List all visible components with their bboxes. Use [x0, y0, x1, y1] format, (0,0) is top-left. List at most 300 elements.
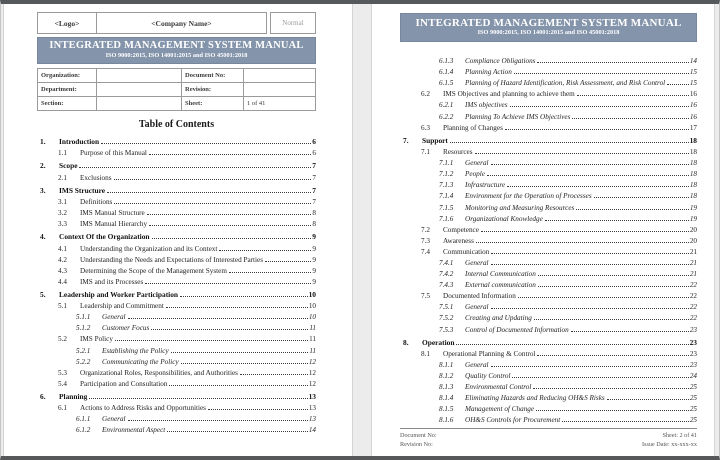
- toc-entry-2: [40, 159, 316, 170]
- toc-leader-dots: [229, 272, 311, 273]
- toc-leader-dots: [507, 186, 689, 187]
- toc-entry-page-number: 18: [689, 192, 697, 201]
- toc-entry-page-number: 16: [689, 112, 697, 121]
- toc-entry-number: 7.4.2: [439, 270, 454, 279]
- toc-entry-number: 6.2: [421, 90, 430, 99]
- logo-text: <Logo>: [54, 18, 80, 28]
- toc-entry-4-4: [40, 275, 316, 286]
- toc-entry-title: Planning: [59, 392, 88, 402]
- toc-entry-number: 6.: [40, 392, 46, 402]
- toc-entry-page-number: 6: [312, 149, 316, 158]
- toc-entry-page-number: 20: [689, 236, 697, 245]
- toc-entry-page-number: 22: [689, 281, 697, 290]
- toc-entry-page-number: 25: [689, 383, 697, 392]
- toc-entry-title: Determining the Scope of the Management System: [80, 266, 227, 275]
- toc-entry-number: 6.2.2: [439, 112, 454, 121]
- toc-leader-dots: [101, 143, 311, 144]
- toc-entry-title: Documented Information: [443, 292, 516, 301]
- toc-entry-5-1-1: [40, 310, 316, 321]
- toc-entry-page-number: 9: [312, 255, 316, 264]
- toc-leader-dots: [151, 329, 308, 330]
- toc-entry-7-5: [403, 289, 697, 300]
- toc-leader-dots: [537, 62, 688, 63]
- toc-leader-dots: [538, 286, 689, 287]
- toc-entry-title: Understanding the Needs and Expectations of Interested Parties: [80, 255, 264, 264]
- toc-entry-title: IMS and its Processes: [80, 277, 144, 286]
- toc-entry-page-number: 23: [689, 349, 697, 358]
- toc-entry-page-number: 23: [689, 337, 697, 347]
- section-label: Section:: [38, 97, 97, 111]
- toc-entry-title: Environmental Aspect: [102, 426, 166, 435]
- toc-entry-number: 1.: [40, 137, 46, 147]
- toc-entry-number: 3.1: [58, 197, 67, 206]
- footer-content: [400, 431, 697, 449]
- toc-entry-number: 7.4: [421, 247, 430, 256]
- toc-entry-title: Monitoring and Measuring Resources: [465, 203, 575, 212]
- toc-entry-number: 6.1.1: [76, 415, 91, 424]
- toc-entry-page-number: 13: [308, 392, 316, 402]
- toc-entry-page-number: 22: [689, 303, 697, 312]
- toc-entry-title: Planning To Achieve IMS Objectives: [465, 112, 571, 121]
- toc-entry-number: 8.1: [421, 349, 430, 358]
- toc-entry-number: 4.4: [58, 277, 67, 286]
- toc-entry-page-number: 13: [308, 404, 316, 413]
- toc-entry-number: 7.1.4: [439, 192, 454, 201]
- toc-entry-title: Leadership and Commitment: [80, 302, 164, 311]
- toc-entry-page-number: 25: [689, 405, 697, 414]
- toc-entry-number: 7.4.3: [439, 281, 454, 290]
- toc-entry-number: 6.1.3: [439, 57, 454, 66]
- toc-entry-number: 4.: [40, 232, 46, 242]
- toc-entry-page-number: 14: [308, 426, 316, 435]
- toc-entry-6-2-2: [403, 109, 697, 120]
- toc-entry-title: Planning Action: [465, 68, 512, 77]
- toc-entry-title: Eliminating Hazards and Reducing OH&S Risks: [465, 394, 605, 403]
- manual-title-banner: [400, 13, 697, 42]
- toc-entry-number: 7.3: [421, 236, 430, 245]
- toc-entry-7-1: [403, 145, 697, 156]
- toc-entry-8: [403, 336, 697, 347]
- toc-leader-dots: [537, 355, 688, 356]
- toc-leader-dots: [491, 264, 689, 265]
- toc-entry-title: Purpose of this Manual: [80, 149, 147, 158]
- toc-leader-dots: [114, 179, 312, 180]
- toc-entry-page-number: 14: [689, 57, 697, 66]
- sheet-value: 1 of 41: [243, 97, 315, 111]
- toc-entry-title: Participation and Consultation: [80, 379, 168, 388]
- toc-entry-title: People: [465, 170, 485, 179]
- toc-entry-number: 3.2: [58, 209, 67, 218]
- toc-entry-number: 5.1: [58, 302, 67, 311]
- toc-entry-7-3: [403, 234, 697, 245]
- toc-entry-number: 1.1: [58, 149, 67, 158]
- toc-entry-title: Communicating the Policy: [102, 357, 179, 366]
- toc-entry-7-1-4: [403, 189, 697, 200]
- footer-left-column: [400, 431, 437, 449]
- document-status-text: Normal: [282, 19, 304, 27]
- toc-entry-8-1-6: [403, 413, 697, 424]
- toc-entry-number: 7.5.1: [439, 303, 454, 312]
- toc-entry-title: Leadership and Worker Participation: [59, 290, 179, 300]
- toc-entry-6-1-1: [40, 412, 316, 423]
- toc-leader-dots: [208, 409, 308, 410]
- toc-entry-number: 7.4.1: [439, 258, 454, 267]
- toc-entry-5-1-2: [40, 321, 316, 332]
- page-footer: [400, 428, 697, 449]
- toc-entry-page-number: 18: [689, 181, 697, 190]
- toc-entry-page-number: 7: [312, 173, 316, 182]
- toc-leader-dots: [152, 238, 312, 239]
- toc-leader-dots: [476, 242, 689, 243]
- toc-entry-7-4-2: [403, 267, 697, 278]
- toc-entry-title: Compliance Obligations: [465, 57, 536, 66]
- toc-entry-number: 6.1.5: [439, 79, 454, 88]
- toc-leader-dots: [572, 118, 688, 119]
- toc-leader-dots: [128, 318, 308, 319]
- toc-leader-dots: [491, 308, 689, 309]
- toc-entry-title: IMS Structure: [59, 185, 106, 195]
- toc-entry-4-2: [40, 253, 316, 264]
- toc-entry-title: Organizational Roles, Responsibilities, and Authorities: [80, 368, 238, 377]
- toc-entry-page-number: 24: [689, 372, 697, 381]
- toc-entry-number: 7.: [403, 135, 409, 145]
- toc-entry-page-number: 12: [308, 379, 316, 388]
- toc-entry-page-number: 7: [312, 185, 316, 195]
- footer-sheet: Sheet: 2 of 41: [662, 432, 697, 439]
- toc-leader-dots: [145, 283, 311, 284]
- toc-entry-5-2-1: [40, 343, 316, 354]
- toc-leader-dots: [487, 175, 689, 176]
- toc-leader-dots: [89, 398, 307, 399]
- toc-leader-dots: [510, 106, 689, 107]
- toc-entry-page-number: 25: [689, 416, 697, 425]
- toc-entry-page-number: 10: [308, 313, 316, 322]
- table-row: [38, 69, 316, 83]
- toc-entry-page-number: 9: [312, 277, 316, 286]
- toc-leader-dots: [166, 307, 308, 308]
- document-page-1: [3, 4, 353, 456]
- toc-entry-4-1: [40, 241, 316, 252]
- toc-list-page-1: [37, 135, 316, 434]
- toc-entry-page-number: 18: [689, 170, 697, 179]
- toc-entry-number: 8.1.6: [439, 416, 454, 425]
- toc-entry-page-number: 12: [308, 357, 316, 366]
- revision-label: Revision:: [182, 83, 244, 97]
- toc-entry-6-1-3: [403, 54, 697, 65]
- toc-leader-dots: [571, 331, 689, 332]
- toc-entry-6-3: [403, 121, 697, 132]
- toc-leader-dots: [594, 197, 689, 198]
- toc-entry-number: 8.: [403, 337, 409, 347]
- toc-leader-dots: [491, 253, 688, 254]
- document-status-cell: [270, 12, 316, 34]
- toc-entry-title: External communication: [465, 281, 536, 290]
- toc-leader-dots: [576, 209, 688, 210]
- toc-leader-dots: [219, 250, 311, 251]
- section-value: [97, 97, 182, 111]
- toc-entry-1-1: [40, 146, 316, 157]
- toc-entry-page-number: 17: [689, 123, 697, 132]
- toc-leader-dots: [667, 84, 689, 85]
- toc-entry-page-number: 10: [308, 302, 316, 311]
- toc-entry-number: 5.: [40, 290, 46, 300]
- toc-entry-title: IMS Policy: [80, 335, 113, 344]
- toc-entry-title: Awareness: [443, 236, 474, 245]
- toc-entry-number: 8.1.5: [439, 405, 454, 414]
- toc-entry-title: Actions to Address Risks and Opportunities: [80, 404, 206, 413]
- footer-right-column: [642, 431, 697, 449]
- toc-entry-title: General: [465, 303, 489, 312]
- toc-entry-page-number: 18: [689, 148, 697, 157]
- toc-entry-6: [40, 390, 316, 401]
- toc-entry-5-2: [40, 332, 316, 343]
- toc-entry-7-1-5: [403, 200, 697, 211]
- toc-entry-6-1: [40, 401, 316, 412]
- toc-leader-dots: [577, 95, 689, 96]
- toc-entry-title: Communication: [443, 247, 490, 256]
- toc-entry-number: 4.3: [58, 266, 67, 275]
- toc-entry-number: 7.2: [421, 225, 430, 234]
- toc-leader-dots: [180, 296, 308, 297]
- toc-entry-title: Management of Change: [465, 405, 535, 414]
- toc-entry-8-1: [403, 347, 697, 358]
- toc-entry-title: Planning of Hazard Identification, Risk Assessment, and Risk Control: [465, 79, 666, 88]
- toc-entry-title: Definitions: [80, 197, 113, 206]
- toc-entry-page-number: 19: [689, 214, 697, 223]
- department-value: [97, 83, 182, 97]
- toc-entry-title: Operational Planning & Control: [443, 349, 536, 358]
- toc-entry-title: IMS Objectives and planning to achieve them: [443, 90, 575, 99]
- footer-issue-date: Issue Date: xx-xxx-xx: [642, 441, 697, 448]
- toc-entry-8-1-1: [403, 358, 697, 369]
- toc-entry-number: 2.1: [58, 173, 67, 182]
- toc-entry-number: 6.2.1: [439, 101, 454, 110]
- toc-entry-page-number: 7: [312, 161, 316, 171]
- toc-leader-dots: [79, 167, 311, 168]
- toc-entry-page-number: 8: [312, 209, 316, 218]
- toc-leader-dots: [181, 363, 308, 364]
- toc-leader-dots: [107, 192, 311, 193]
- toc-entry-8-1-2: [403, 369, 697, 380]
- toc-entry-title: IMS Manual Hierarchy: [80, 220, 148, 229]
- toc-entry-6-1-4: [403, 65, 697, 76]
- toc-entry-3-3: [40, 217, 316, 228]
- toc-entry-page-number: 21: [689, 247, 697, 256]
- toc-leader-dots: [169, 385, 307, 386]
- toc-entry-page-number: 19: [689, 203, 697, 212]
- toc-entry-number: 5.2.1: [76, 346, 91, 355]
- toc-entry-number: 6.3: [421, 123, 430, 132]
- toc-entry-page-number: 6: [312, 137, 316, 147]
- toc-entry-7: [403, 134, 697, 145]
- manual-title: INTEGRATED MANAGEMENT SYSTEM MANUAL: [415, 17, 682, 29]
- toc-entry-page-number: 8: [312, 220, 316, 229]
- toc-entry-title: Resources: [443, 148, 473, 157]
- toc-entry-number: 7.5.3: [439, 325, 454, 334]
- toc-entry-8-1-3: [403, 380, 697, 391]
- toc-entry-page-number: 16: [689, 101, 697, 110]
- toc-entry-number: 4.2: [58, 255, 67, 264]
- toc-entry-number: 3.3: [58, 220, 67, 229]
- toc-entry-number: 7.1.3: [439, 181, 454, 190]
- manual-title-banner: [37, 37, 316, 64]
- toc-leader-dots: [149, 225, 311, 226]
- toc-leader-dots: [456, 344, 688, 345]
- toc-entry-number: 4.1: [58, 244, 67, 253]
- toc-entry-7-1-2: [403, 167, 697, 178]
- toc-entry-page-number: 20: [689, 225, 697, 234]
- toc-entry-number: 8.1.3: [439, 383, 454, 392]
- toc-leader-dots: [491, 366, 689, 367]
- toc-leader-dots: [538, 275, 689, 276]
- toc-entry-number: 5.1.1: [76, 313, 91, 322]
- toc-leader-dots: [512, 377, 688, 378]
- table-row: [38, 83, 316, 97]
- toc-leader-dots: [607, 399, 689, 400]
- toc-entry-2-1: [40, 170, 316, 181]
- toc-heading: Table of Contents: [138, 119, 215, 130]
- toc-entry-page-number: 11: [309, 324, 316, 333]
- toc-entry-title: Context Of the Organization: [59, 232, 150, 242]
- toc-entry-6-1-2: [40, 423, 316, 434]
- toc-entry-page-number: 21: [689, 258, 697, 267]
- document-header-row: [37, 12, 316, 34]
- footer-document-no: Document No:: [400, 432, 437, 439]
- toc-entry-5-2-2: [40, 355, 316, 366]
- toc-entry-page-number: 15: [689, 79, 697, 88]
- toc-entry-title: General: [465, 159, 489, 168]
- toc-entry-number: 7.1.6: [439, 214, 454, 223]
- toc-entry-title: Infrastructure: [465, 181, 506, 190]
- toc-entry-7-1-6: [403, 212, 697, 223]
- toc-entry-page-number: 18: [689, 135, 697, 145]
- department-label: Department:: [38, 83, 97, 97]
- toc-entry-5: [40, 288, 316, 299]
- toc-entry-page-number: 23: [689, 361, 697, 369]
- toc-leader-dots: [534, 319, 689, 320]
- toc-entry-title: General: [465, 361, 489, 369]
- toc-entry-number: 7.1.2: [439, 170, 454, 179]
- toc-entry-page-number: 16: [689, 90, 697, 99]
- toc-entry-number: 5.1.2: [76, 324, 91, 333]
- toc-leader-dots: [491, 164, 689, 165]
- toc-leader-dots: [562, 421, 689, 422]
- toc-leader-dots: [545, 220, 689, 221]
- company-name-text: <Company Name>: [151, 18, 212, 28]
- toc-entry-title: IMS Manual Structure: [80, 209, 145, 218]
- sheet-label: Sheet:: [182, 97, 244, 111]
- toc-entry-page-number: 11: [309, 335, 316, 344]
- toc-entry-number: 8.1.4: [439, 394, 454, 403]
- toc-leader-dots: [240, 374, 308, 375]
- organization-value: [97, 69, 182, 83]
- toc-entry-title: Understanding the Organization and its Context: [80, 244, 218, 253]
- toc-entry-title: Introduction: [59, 137, 100, 147]
- toc-entry-1: [40, 135, 316, 146]
- page-gutter: [353, 4, 371, 456]
- toc-entry-number: 5.2: [58, 335, 67, 344]
- toc-entry-3: [40, 184, 316, 195]
- toc-entry-6-2-1: [403, 98, 697, 109]
- toc-entry-title: Scope: [59, 161, 78, 171]
- toc-entry-page-number: 22: [689, 314, 697, 323]
- toc-leader-dots: [518, 297, 689, 298]
- toc-leader-dots: [149, 154, 312, 155]
- toc-entry-6-1-5: [403, 76, 697, 87]
- toc-entry-number: 5.3: [58, 368, 67, 377]
- toc-entry-title: Customer Focus: [102, 324, 150, 333]
- toc-leader-dots: [475, 153, 689, 154]
- toc-entry-7-4: [403, 245, 697, 256]
- toc-entry-title: Control of Documented Information: [465, 325, 569, 334]
- document-no-value: [243, 69, 315, 83]
- toc-leader-dots: [505, 129, 689, 130]
- toc-entry-number: 5.2.2: [76, 357, 91, 366]
- toc-entry-7-5-3: [403, 322, 697, 333]
- toc-leader-dots: [115, 340, 308, 341]
- toc-leader-dots: [147, 214, 312, 215]
- document-no-label: Document No:: [182, 69, 244, 83]
- toc-entry-title: Environment for the Operation of Processes: [465, 192, 592, 201]
- toc-entry-title: IMS objectives: [465, 101, 508, 110]
- toc-entry-title: Operation: [422, 337, 455, 347]
- toc-entry-page-number: 7: [312, 197, 316, 206]
- toc-leader-dots: [481, 231, 689, 232]
- toc-entry-page-number: 9: [312, 244, 316, 253]
- manual-title: INTEGRATED MANAGEMENT SYSTEM MANUAL: [49, 40, 304, 51]
- toc-entry-page-number: 11: [309, 346, 316, 355]
- manual-subtitle: ISO 9000:2015, ISO 14001:2015 and ISO 45001:2018: [105, 52, 248, 59]
- toc-entry-8-1-4: [403, 391, 697, 402]
- toc-entry-page-number: 18: [689, 159, 697, 168]
- toc-entry-number: 7.1.1: [439, 159, 454, 168]
- toc-entry-7-4-1: [403, 256, 697, 267]
- toc-list-page-2: [400, 54, 697, 424]
- toc-entry-number: 5.4: [58, 379, 67, 388]
- toc-entry-number: 7.5: [421, 292, 430, 301]
- toc-entry-title: Planning of Changes: [443, 123, 503, 132]
- toc-entry-title: OH&S Controls for Procurement: [465, 416, 561, 425]
- toc-entry-8-1-5: [403, 402, 697, 413]
- toc-entry-title: General: [102, 415, 126, 424]
- toc-entry-title: Establishing the Policy: [102, 346, 169, 355]
- toc-entry-7-1-1: [403, 156, 697, 167]
- manual-subtitle: ISO 9000:2015, ISO 14001:2015 and ISO 45001:2018: [477, 29, 620, 36]
- toc-entry-5-3: [40, 366, 316, 377]
- toc-entry-number: 6.1.2: [76, 426, 91, 435]
- toc-entry-7-1-3: [403, 178, 697, 189]
- toc-entry-number: 6.1: [58, 404, 67, 413]
- toc-entry-7-5-2: [403, 311, 697, 322]
- toc-entry-number: 8.1.2: [439, 372, 454, 381]
- toc-leader-dots: [265, 261, 311, 262]
- toc-leader-dots: [128, 420, 308, 421]
- toc-entry-number: 7.1.5: [439, 203, 454, 212]
- toc-entry-title: Competence: [443, 225, 479, 234]
- toc-entry-page-number: 12: [308, 368, 316, 377]
- footer-revision-no: Revision No:: [400, 441, 433, 448]
- toc-entry-5-4: [40, 377, 316, 388]
- toc-entry-page-number: 21: [689, 270, 697, 279]
- toc-entry-page-number: 22: [689, 292, 697, 301]
- toc-leader-dots: [171, 352, 309, 353]
- toc-entry-number: 7.1: [421, 148, 430, 157]
- toc-leader-dots: [514, 73, 689, 74]
- toc-entry-4-3: [40, 264, 316, 275]
- toc-entry-7-5-1: [403, 300, 697, 311]
- toc-entry-page-number: 25: [689, 394, 697, 403]
- toc-leader-dots: [536, 410, 689, 411]
